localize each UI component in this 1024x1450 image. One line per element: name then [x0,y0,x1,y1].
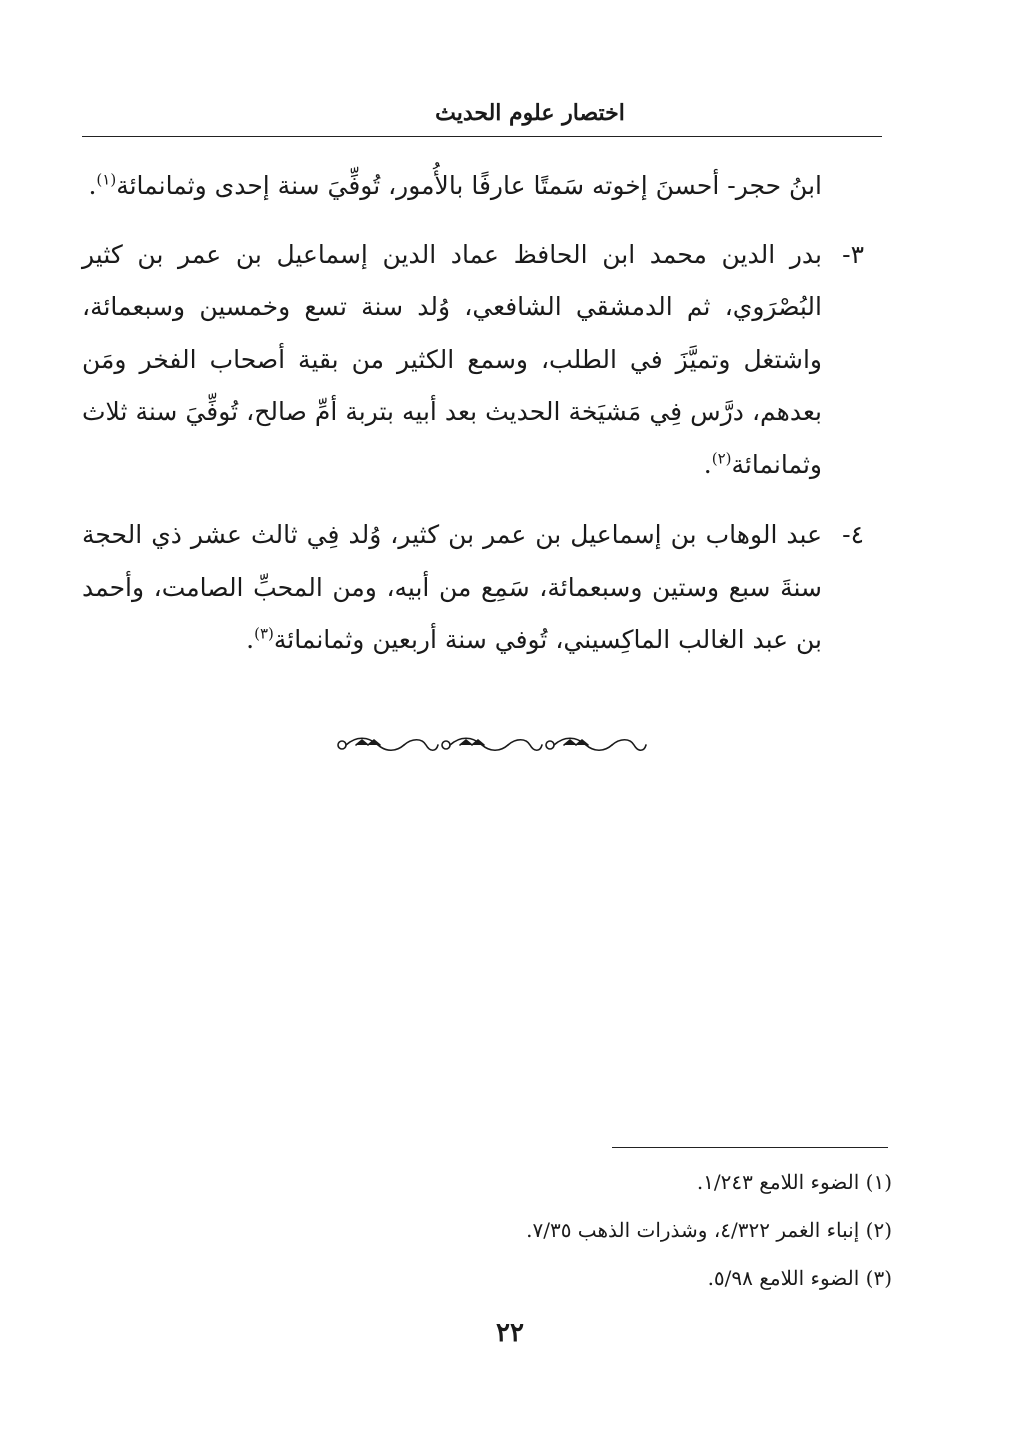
ornament-unit [442,738,542,750]
running-header: اختصار علوم الحديث [435,100,625,126]
paragraph-text: ابنُ حجر- أحسنَ إخوته سَمتًا عارفًا بالأُمور، تُوفِّيَ سنة إحدى وثمانمائة [116,171,822,200]
numbered-paragraph-3 [82,229,864,492]
ornament-unit [546,738,646,750]
ornament-unit [338,738,438,750]
footnote-1: (١) الضوء اللامع ١/٢٤٣. [696,1170,892,1194]
item-number-4: ٤- [842,520,864,549]
footnote-ref-2[interactable]: (٢) [711,449,732,468]
item-number-3: ٣- [842,239,864,269]
footnote-ref-1[interactable]: (١) [96,170,117,189]
paragraph-end: . [88,171,97,200]
footnotes [300,1158,892,1302]
continued-paragraph [82,160,822,213]
page-number: ٢٢ [496,1318,524,1348]
footnote-3: (٣) الضوء اللامع ٥/٩٨. [707,1266,892,1290]
paragraph-end: . [703,449,712,479]
paragraph-text: عبد الوهاب بن إسماعيل بن عمر بن كثير، وُلد فِي ثالث عشر ذي الحجة سنةَ سبع وستين وسبعمائة، سَمِع من أبيه، ومن المحبِّ الصامت، وأحمد بن عبد الغالب الماكِسيني، تُوفي سنة أربعين وثمانمائة [82,520,822,654]
paragraph-text: بدر الدين محمد ابن الحافظ عماد الدين إسماعيل بن عمر بن كثير البُصْرَوي، ثم الدمشقي الشافعي، وُلد سنة تسع وخمسين وسبعمائة، واشتغل وتميَّزَ في الطلب، وسمع الكثير من بقية أصحاب الفخر ومَن بعدهم، درَّس فِي مَشيَخة الحديث بعد أبيه بتربة أمِّ صالح، تُوفِّيَ سنة ثلاث وثمانمائة [82,239,822,479]
footnote-2: (٢) إنباء الغمر ٤/٣٢٢، وشذرات الذهب ٧/٣٥. [526,1218,892,1242]
body-text [82,160,864,685]
header-rule [82,136,882,137]
footnote-rule [612,1147,888,1148]
paragraph-end: . [246,625,255,654]
footnote-ref-3[interactable]: (٣) [254,624,274,643]
section-ornament-icon [330,728,650,762]
numbered-paragraph-4 [82,509,864,667]
